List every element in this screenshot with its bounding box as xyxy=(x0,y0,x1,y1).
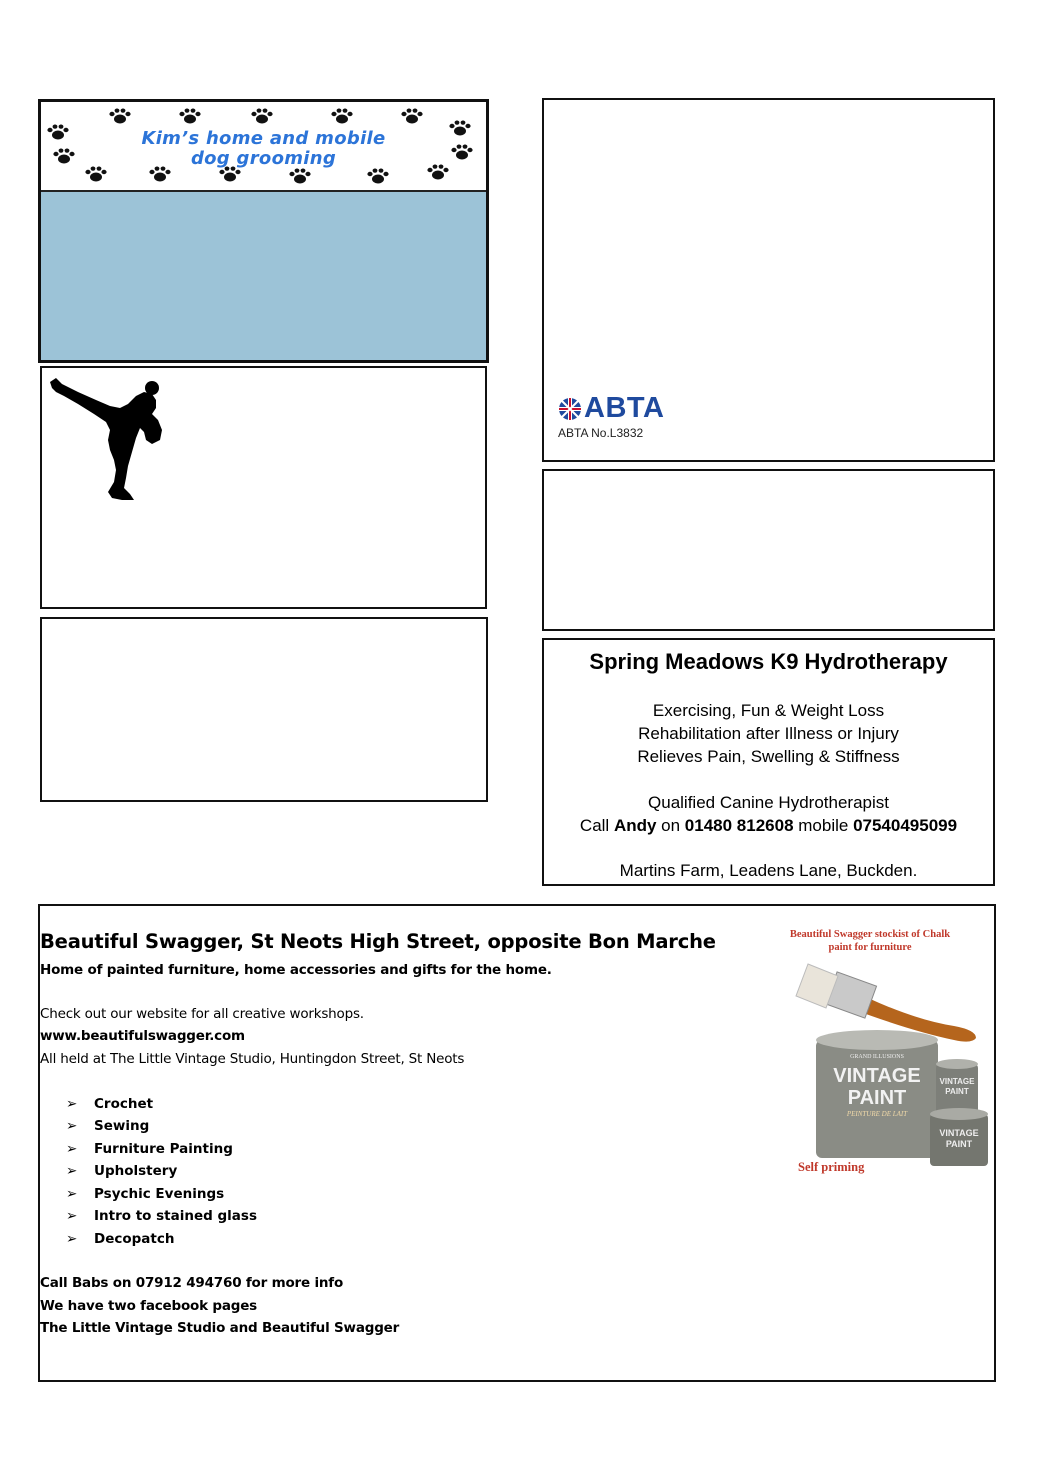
dog-grooming-advert xyxy=(38,99,489,363)
paw-print-icon xyxy=(401,109,422,124)
abta-logo-text: ABTA xyxy=(584,392,665,424)
globe-flag-icon xyxy=(558,397,582,421)
karate-kick-silhouette-icon xyxy=(48,374,168,504)
bullet-arrow-icon: ➢ xyxy=(66,1096,78,1112)
hydrotherapy-qualification: Qualified Canine Hydrotherapist xyxy=(648,793,889,812)
paint-advert-caption xyxy=(750,928,990,954)
paint-advert-image xyxy=(750,924,990,1184)
workshop-list-item xyxy=(66,1096,153,1112)
hydrotherapy-address: Martins Farm, Leadens Lane, Buckden. xyxy=(619,861,918,880)
beautiful-swagger-advert xyxy=(38,904,996,1382)
large-paint-tin-icon xyxy=(816,1030,938,1158)
self-priming-label: Self priming xyxy=(798,1160,865,1174)
blank-advert-left xyxy=(40,617,488,802)
on-text: on xyxy=(656,816,685,835)
hydrotherapy-benefit: Exercising, Fun & Weight Loss xyxy=(652,701,885,720)
contact-mobile[interactable]: 07540495099 xyxy=(853,816,958,835)
workshop-list-item xyxy=(66,1186,224,1202)
paint-tins-illustration xyxy=(786,958,996,1168)
dog-grooming-title-line2: dog grooming xyxy=(190,148,337,169)
workshop-list-item xyxy=(66,1118,149,1134)
paintbrush-icon xyxy=(796,964,976,1042)
medium-tin-line1: VINTAGE xyxy=(939,1077,975,1086)
paw-print-icon xyxy=(251,109,272,124)
workshop-label: Upholstery xyxy=(94,1163,178,1179)
swagger-tagline: Home of painted furniture, home accessories and gifts for the home. xyxy=(40,962,552,978)
swagger-website-intro: Check out our website for all creative workshops. xyxy=(40,1006,364,1022)
workshop-list-item xyxy=(66,1141,233,1157)
bullet-arrow-icon: ➢ xyxy=(66,1141,78,1157)
swagger-facebook-pages: The Little Vintage Studio and Beautiful Swagger xyxy=(40,1320,400,1336)
swagger-website-link[interactable]: www.beautifulswagger.com xyxy=(40,1028,245,1044)
bullet-arrow-icon: ➢ xyxy=(66,1118,78,1134)
hydrotherapy-benefit: Rehabilitation after Illness or Injury xyxy=(638,724,899,743)
paw-print-icon xyxy=(367,169,388,184)
paw-print-icon xyxy=(289,169,310,184)
tin-subtitle: PEINTURE DE LAIT xyxy=(846,1110,908,1118)
small-paint-tin-icon xyxy=(930,1108,988,1166)
swagger-title: Beautiful Swagger, St Neots High Street, opposite Bon Marche xyxy=(40,930,716,953)
workshop-label: Psychic Evenings xyxy=(94,1186,225,1202)
small-tin-line2: PAINT xyxy=(945,1139,973,1149)
workshop-list-item xyxy=(66,1208,257,1224)
bullet-arrow-icon: ➢ xyxy=(66,1163,78,1179)
workshop-label: Crochet xyxy=(94,1096,154,1112)
mobile-label: mobile xyxy=(793,816,854,835)
dog-grooming-title-line1: Kim’s home and mobile xyxy=(141,128,386,149)
dog-grooming-header xyxy=(41,102,486,192)
bullet-arrow-icon: ➢ xyxy=(66,1208,78,1224)
paint-caption-line2: paint for furniture xyxy=(828,942,912,953)
bullet-arrow-icon: ➢ xyxy=(66,1186,78,1202)
tin-title-line2: PAINT xyxy=(847,1087,907,1109)
workshop-label: Furniture Painting xyxy=(94,1141,233,1157)
call-prefix: Call xyxy=(579,816,614,835)
paw-print-icon xyxy=(331,109,352,124)
hydrotherapy-benefit: Relieves Pain, Swelling & Stiffness xyxy=(637,747,900,766)
hydrotherapy-title: Spring Meadows K9 Hydrotherapy xyxy=(589,649,948,674)
swagger-facebook-intro: We have two facebook pages xyxy=(40,1298,258,1314)
hydrotherapy-advert xyxy=(542,638,995,886)
workshop-label: Sewing xyxy=(94,1118,150,1134)
paw-print-icon xyxy=(179,109,200,124)
small-tin-line1: VINTAGE xyxy=(939,1128,979,1138)
abta-number: ABTA No.L3832 xyxy=(558,426,644,440)
workshop-label: Decopatch xyxy=(94,1231,175,1247)
contact-phone[interactable]: 01480 812608 xyxy=(684,816,794,835)
dog-grooming-title xyxy=(41,129,486,169)
paint-caption-line1: Beautiful Swagger stockist of Chalk xyxy=(789,929,951,940)
contact-name: Andy xyxy=(613,816,657,835)
swagger-call-info: Call Babs on 07912 494760 for more info xyxy=(40,1275,344,1291)
blank-advert-right xyxy=(542,469,995,631)
workshop-list-item xyxy=(66,1163,177,1179)
swagger-venue: All held at The Little Vintage Studio, Huntingdon Street, St Neots xyxy=(40,1051,465,1067)
travel-advert xyxy=(542,98,995,462)
hydrotherapy-contact xyxy=(544,815,993,837)
workshop-label: Intro to stained glass xyxy=(94,1208,257,1224)
tin-title-line1: VINTAGE xyxy=(833,1065,921,1087)
paw-print-icon xyxy=(109,109,130,124)
medium-tin-line2: PAINT xyxy=(945,1087,969,1096)
workshop-list-item xyxy=(66,1231,174,1247)
abta-logo xyxy=(558,392,664,425)
tin-brand: GRAND ILLUSIONS xyxy=(850,1054,904,1060)
bullet-arrow-icon: ➢ xyxy=(66,1231,78,1247)
karate-advert xyxy=(40,366,487,609)
dog-grooming-body xyxy=(41,192,486,360)
